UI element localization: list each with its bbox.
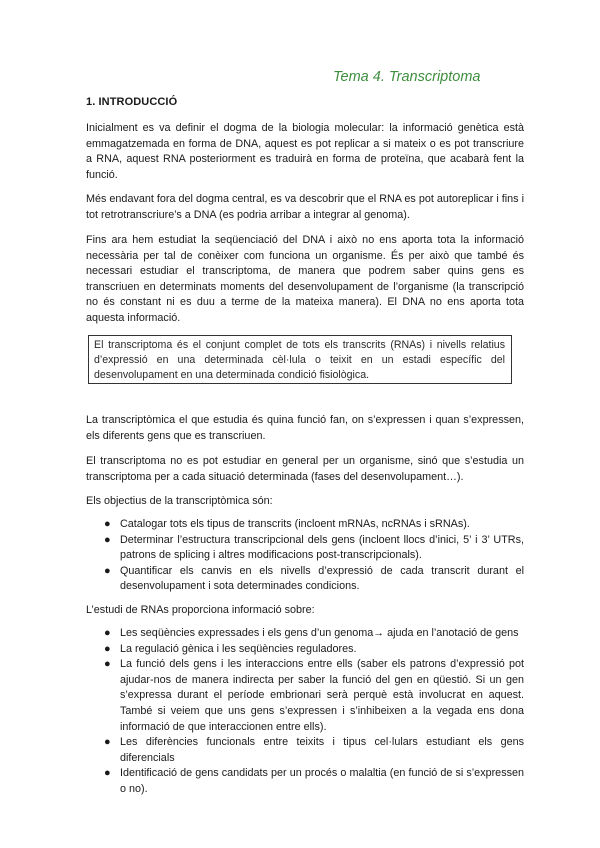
bullet-icon: ● xyxy=(104,658,111,671)
paragraph-sequencing: Fins ara hem estudiat la seqüenciació del DNA i això no ens aporta tota la informació necessària per tal de conèixer com funciona un organisme. És per això que també és necessari estudiar el transcriptoma, de manera que podrem saber quins gens es transcriuen en determinats moments del desenvolupament de l’organisme (la transcripció no és constant ni es duu a terme de la mateixa manera). El DNA no ens aporta tota aquesta informació. xyxy=(86,234,524,324)
paragraph-transcriptome-context: El transcriptoma no es pot estudiar en general per un organisme, sinó que s’estudia un transcriptoma per a cada situació determinada (fases del desenvolupament…). xyxy=(86,455,524,483)
list-item: ● La funció dels gens i les interaccions entre ells (saber els patrons d’expressió pot ajudar-nos de manera indirecta per saber la funció del gen en qüestió. Si un gen s’expressa durant el període embrionari serà perquè està involucrat en aquest. També si veiem que uns gens s’expressen i s’inhibeixen a la vegada ens dona informació de que interaccionen entre ells). xyxy=(104,658,524,733)
bullet-icon: ● xyxy=(104,518,111,530)
bullet-icon: ● xyxy=(104,627,111,639)
paragraph-objectives-intro: Els objectius de la transcriptòmica són: xyxy=(86,495,273,507)
bullet-icon: ● xyxy=(104,533,111,546)
paragraph-transcriptomics: La transcriptòmica el que estudia és quina funció fan, on s’expressen i quan s’expressen, els diferents gens que es transcriuen. xyxy=(86,414,524,442)
list-item: ● La regulació gènica i les seqüències reguladores. xyxy=(104,642,524,658)
list-item: ● Les seqüències expressades i els gens d’un genoma→ ajuda en l’anotació de gens xyxy=(104,626,524,642)
paragraph-rna-info-intro: L’estudi de RNAs proporciona informació sobre: xyxy=(86,604,315,616)
bullet-icon: ● xyxy=(104,564,111,577)
bullet-icon: ● xyxy=(104,736,111,749)
list-item: ● Catalogar tots els tipus de transcrits (incloent mRNAs, ncRNAs i sRNAs). xyxy=(104,517,524,533)
document-title: Tema 4. Transcriptoma xyxy=(333,69,481,85)
definition-box: El transcriptoma és el conjunt complet de tots els transcrits (RNAs) i nivells relatius d’expressió en una determinada cèl·lula o teixit en un estadi específic del desenvolupament en una determinada condició fisiològica. xyxy=(88,335,512,384)
paragraph-dogma: Inicialment es va definir el dogma de la biologia molecular: la informació genètica està emmagatzemada en forma de DNA, aquest es pot replicar a si mateix o es pot transcriure a RNA, aquest RNA posteriorment es traduirà en forma de proteïna, que acabarà fent la funció. xyxy=(86,122,524,181)
objectives-list xyxy=(104,517,524,595)
paragraph-rna-autoreplication: Més endavant fora del dogma central, es va descobrir que el RNA es pot autoreplicar i fins i tot retrotranscriure’s a DNA (es podria arribar a integrar al genoma). xyxy=(86,193,524,221)
bullet-icon: ● xyxy=(104,767,111,780)
list-item: ● Determinar l’estructura transcripcional dels gens (incloent llocs d’inici, 5’ i 3’ UTRs, patrons de splicing i altres modificacions post-transcripcionals). xyxy=(104,533,524,562)
info-list xyxy=(104,626,524,798)
list-item: ● Identificació de gens candidats per un procés o malaltia (en funció de si s’expressen o no). xyxy=(104,767,524,795)
section-heading: 1. INTRODUCCIÓ xyxy=(86,96,178,108)
bullet-icon: ● xyxy=(104,642,111,655)
list-item: ● Les diferències funcionals entre teixits i tipus cel·lulars estudiant els gens diferencials xyxy=(104,736,524,764)
list-item: ● Quantificar els canvis en els nivells d’expressió de cada transcrit durant el desenvolupament i sota determinades condicions. xyxy=(104,564,524,593)
